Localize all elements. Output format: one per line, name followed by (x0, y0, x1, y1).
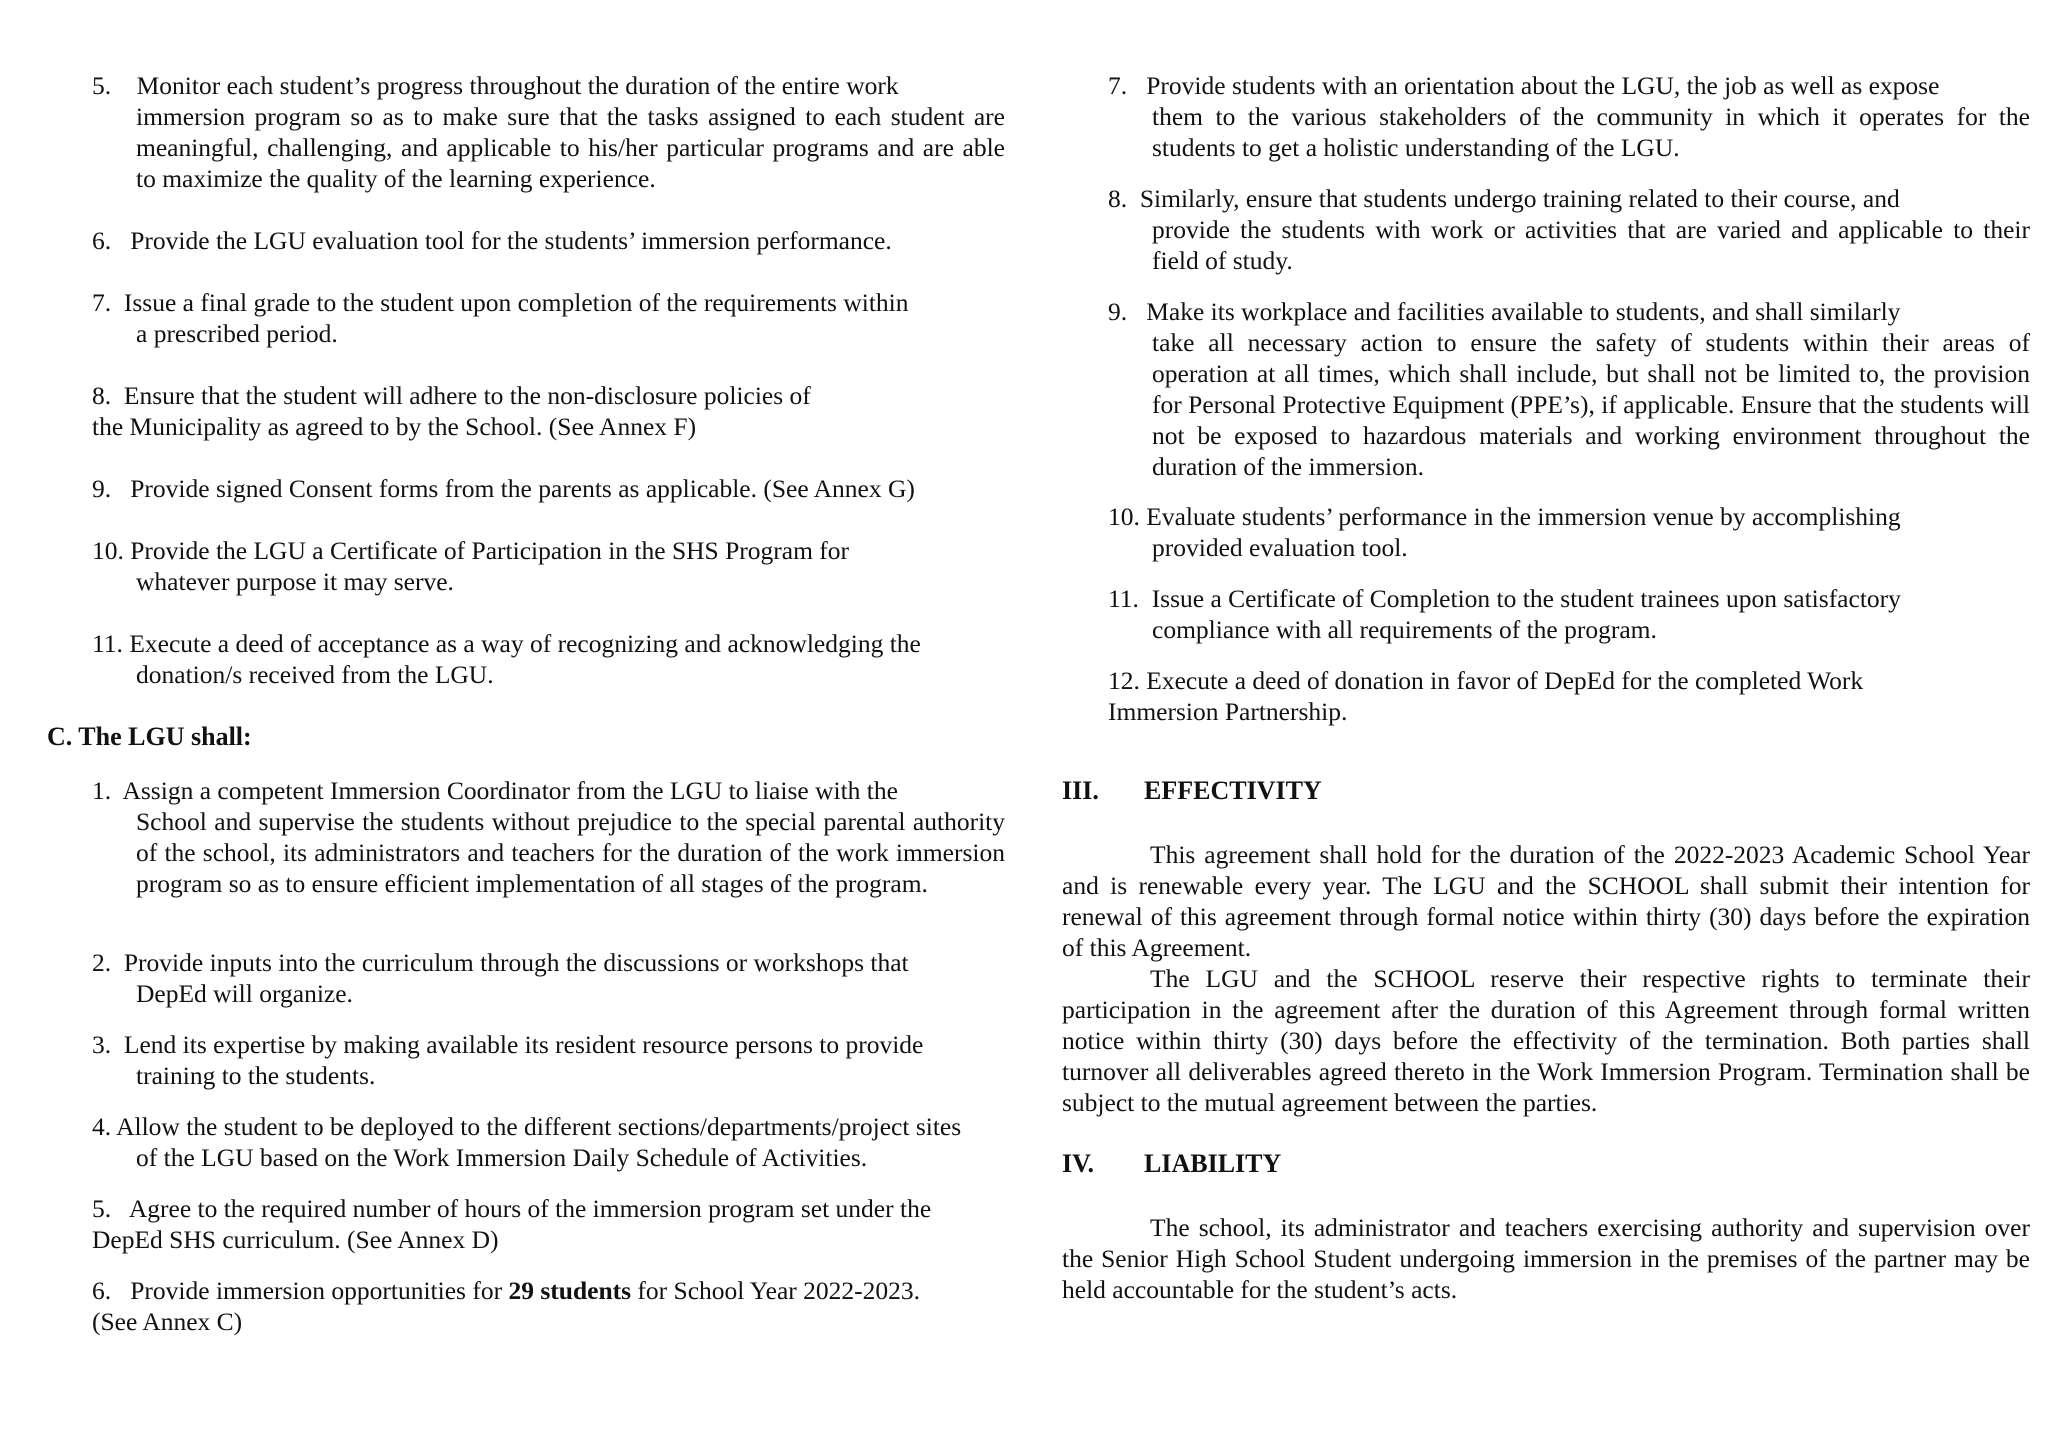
lgu-item-10: 10. Evaluate students’ performance in the immersion venue by accomplishing provided evaluation tool. (1108, 502, 1901, 562)
student-count: 29 students (508, 1276, 632, 1305)
school-item-8: 8. Ensure that the student will adhere to the non-disclosure policies of the Municipality as agreed to by the School. (See Annex F) (92, 381, 811, 441)
lgu-item-7: 7. Provide students with an orientation about the LGU, the job as well as expose them to the various stakeholders of the community in which it operates for the students to get a holistic understanding of the LGU. (1108, 71, 2030, 162)
lgu-item-12: 12. Execute a deed of donation in favor of DepEd for the completed Work Immersion Partnership. (1108, 666, 1864, 726)
school-item-11: 11. Execute a deed of acceptance as a way of recognizing and acknowledging the donation/s received from the LGU. (92, 629, 921, 689)
lgu-item-2: 2. Provide inputs into the curriculum through the discussions or workshops that DepEd will organize. (92, 948, 909, 1008)
lgu-item-3: 3. Lend its expertise by making available its resident resource persons to provide training to the students. (92, 1030, 924, 1090)
lgu-item-8: 8. Similarly, ensure that students undergo training related to their course, and provide the students with work or activities that are varied and applicable to their field of study. (1108, 184, 2030, 275)
lgu-item-4: 4. Allow the student to be deployed to the different sections/departments/project sites of the LGU based on the Work Immersion Daily Schedule of Activities. (92, 1112, 962, 1172)
lgu-item-9: 9. Make its workplace and facilities available to students, and shall similarly take all necessary action to ensure the safety of students within their areas of operation at all times, which shall include, but shall not be limited to, the provision for Personal Protective Equipment (PPE’s), if applicable. Ensure that the students will not be exposed to hazardous materials and working environment throughout the duration of the immersion. (1108, 297, 2030, 481)
effectivity-paragraph-1: This agreement shall hold for the duration of the 2022-2023 Academic School Year and is renewable every year. The LGU and the SCHOOL shall submit their intention for renewal of this agreement through formal notice within thirty (30) days before the expiration of this Agreement. (1062, 840, 2030, 962)
lgu-item-5: 5. Agree to the required number of hours of the immersion program set under the DepEd SHS curriculum. (See Annex D) (92, 1194, 932, 1254)
lgu-item-1: 1. Assign a competent Immersion Coordinator from the LGU to liaise with the School and supervise the students without prejudice to the special parental authority of the school, its administrators and teachers for the duration of the work immersion program so as to ensure efficient implementation of all stages of the program. (92, 776, 1005, 898)
lgu-item-6: 6. Provide immersion opportunities for 29 students for School Year 2022-2023. (See Annex C) (92, 1276, 921, 1336)
school-item-10: 10. Provide the LGU a Certificate of Participation in the SHS Program for whatever purpose it may serve. (92, 536, 850, 596)
school-item-6: 6. Provide the LGU evaluation tool for the students’ immersion performance. (92, 226, 892, 255)
school-item-9: 9. Provide signed Consent forms from the parents as applicable. (See Annex G) (92, 474, 915, 503)
effectivity-heading: III. EFFECTIVITY (1062, 776, 1322, 805)
school-item-7: 7. Issue a final grade to the student upon completion of the requirements within a prescribed period. (92, 288, 909, 348)
school-item-5: 5. Monitor each student’s progress throughout the duration of the entire work immersion program so as to make sure that the tasks assigned to each student are meaningful, challenging, and applicable to his/her particular programs and are able to maximize the quality of the learning experience. (92, 71, 1005, 193)
liability-paragraph: The school, its administrator and teachers exercising authority and supervision over the Senior High School Student undergoing immersion in the premises of the partner may be held accountable for the student’s acts. (1062, 1213, 2030, 1304)
effectivity-paragraph-2: The LGU and the SCHOOL reserve their respective rights to terminate their participation in the agreement after the duration of this Agreement through formal written notice within thirty (30) days before the effectivity of the termination. Both parties shall turnover all deliverables agreed thereto in the Work Immersion Program. Termination shall be subject to the mutual agreement between the parties. (1062, 964, 2030, 1117)
liability-heading: IV. LIABILITY (1062, 1149, 1282, 1178)
lgu-item-11: 11. Issue a Certificate of Completion to the student trainees upon satisfactory compliance with all requirements of the program. (1108, 584, 1901, 644)
lgu-heading: C. The LGU shall: (47, 722, 252, 751)
